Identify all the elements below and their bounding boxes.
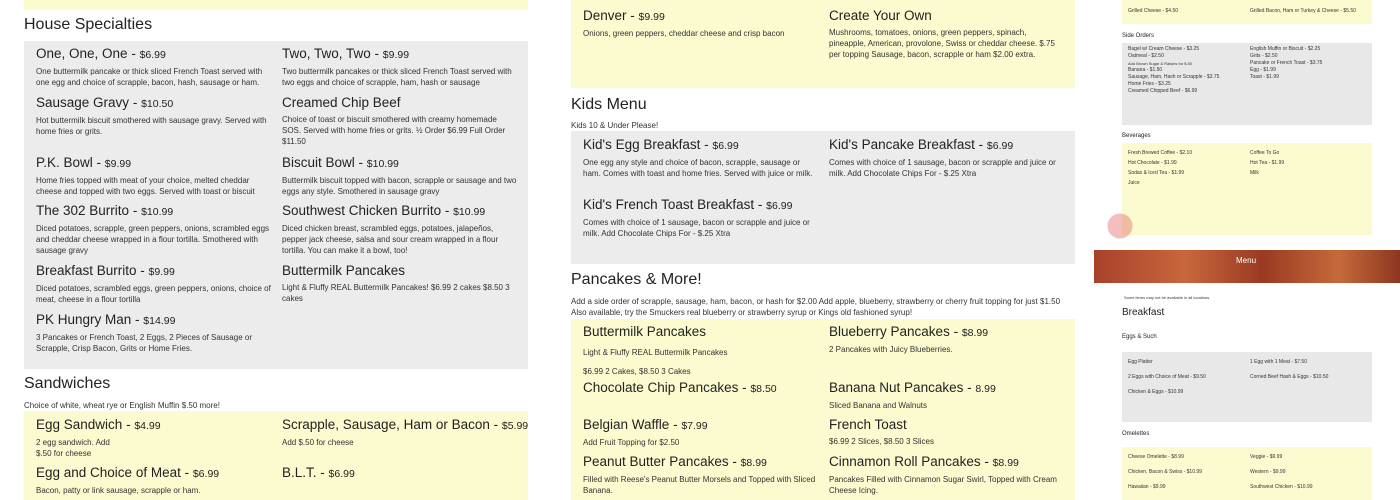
pancakes-note: Add a side order of scrapple, sausage, ham, bacon, or hash for $2.00 Add apple, blueberry, strawberry or cherry fruit topping for just $1.50 Also available, try the Smuckers real blueberry or strawberry syrup or Kings old fashioned syrup!: [571, 297, 1061, 317]
house-specialties-title: House Specialties: [24, 16, 153, 33]
menu-item: Buttermilk Pancakes Light & Fluffy REAL Buttermilk Pancakes! $6.99 2 cakes $8.50 3 cakes: [282, 263, 510, 303]
menu-item: Biscuit Bowl - $10.99 Buttermilk biscuit topped with bacon, scrapple or sausage and two eggs any style. Smothered in sausage gravy: [282, 155, 517, 196]
menu-item: Banana Nut Pancakes - 8.99 Sliced Banana and Walnuts: [829, 380, 996, 410]
menu-item: French Toast $6.99 2 Slices, $8.50 3 Slices: [829, 417, 934, 446]
mini-section-title: Beverages: [1122, 133, 1151, 139]
mini-list: Veggie - $9.99 Western - $9.99 Southwest Chicken - $10.99: [1250, 454, 1313, 490]
mini-section-title: Breakfast: [1122, 307, 1165, 318]
menu-item: Kid's Egg Breakfast - $6.99 One egg any style and choice of bacon, scrapple, sausage or ham. Comes with toast and home fries. Served with juice or milk.: [583, 137, 813, 178]
menu-item: Egg and Choice of Meat - $6.99 Bacon, patty or link sausage, scrapple or ham.: [36, 465, 220, 495]
menu-item: Sausage Gravy - $10.50 Hot buttermilk biscuit smothered with sausage gravy. Served with home fries or grits.: [36, 95, 267, 136]
menu-item: Denver - $9.99 Onions, green peppers, cheddar cheese and crisp bacon: [583, 8, 785, 38]
menu-item: B.L.T. - $6.99: [282, 465, 355, 480]
mini-list: 1 Egg with 1 Meat - $7.50 Corned Beef Hash & Eggs - $10.50: [1250, 359, 1329, 380]
menu-item: PK Hungry Man - $14.99 3 Pancakes or French Toast, 2 Eggs, 2 Pieces of Sausage or Scrapple, Crisp Bacon, Grits or Home Fries.: [36, 312, 252, 353]
mini-list: Coffee To Go Hot Tea - $1.99 Milk: [1250, 150, 1285, 176]
kids-note: Kids 10 & Under Please!: [571, 121, 659, 130]
menu-item: Create Your Own Mushrooms, tomatoes, onions, green peppers, spinach, pineapple, American, provolone, Swiss or cheddar cheese. $.75 per topping Sausage, bacon, scrapple or ham $2.00 extra.: [829, 8, 1055, 59]
menu-item: Cinnamon Roll Pancakes - $8.99 Pancakes Filled with Cinnamon Sugar Swirl, Topped with Cream Cheese Icing.: [829, 454, 1057, 495]
mini-list: Bagel w/ Cream Cheese - $3.25 Oatmeal - $2.50 Add Brown Sugar & Raisins for $.50 Banana - $1.50 Sausage, Ham, Hash or Scrapple - $3.75 Home Fries - $3.25 Creamed Chipped Beef - $6.99: [1128, 46, 1220, 94]
menu-item: Buttermilk Pancakes Light & Fluffy REAL Buttermilk Pancakes $6.99 2 Cakes, $8.50 3 Cakes: [583, 324, 728, 376]
left-column: [0, 0, 540, 500]
pizza-banner-image: [1094, 250, 1400, 283]
mini-section-title: Side Orders: [1122, 33, 1155, 39]
top-strip: [24, 0, 528, 10]
mini-list: English Muffin or Biscuit - $2.25 Grits - $2.50 Pancake or French Toast - $3.75 Egg - $1.99 Toast - $1.99: [1250, 46, 1323, 80]
menu-item: Breakfast Burrito - $9.99 Diced potatoes, scrambled eggs, green peppers, onions, choice of meat, cheese in a flour tortilla: [36, 263, 271, 304]
menu-item: Chocolate Chip Pancakes - $8.50: [583, 380, 777, 395]
menu-item: Two, Two, Two - $9.99 Two buttermilk pancakes or thick sliced French Toast served with two eggs and choice of scrapple, ham, hash or sausage: [282, 46, 512, 87]
middle-column: [560, 0, 1080, 500]
menu-item: One, One, One - $6.99 One buttermilk pancake or thick sliced French Toast served with one egg and choice of scrapple, bacon, hash, sausage or ham.: [36, 46, 263, 87]
kids-menu-title: Kids Menu: [571, 96, 647, 113]
menu-thumbnail-column: [1094, 0, 1400, 500]
mini-list: Egg Platter 2 Eggs with Choice of Meat - $9.50 Chicken & Eggs - $10.99: [1128, 359, 1206, 395]
menu-item: Kid's French Toast Breakfast - $6.99 Comes with choice of 1 sausage, bacon or scrapple and juice or milk. Add Chocolate Chips For - $.25 Xtra: [583, 197, 810, 238]
sandwiches-title: Sandwiches: [24, 375, 111, 392]
menu-item: Belgian Waffle - $7.99 Add Fruit Topping for $2.50: [583, 417, 708, 447]
mini-section-title: Omelettes: [1122, 431, 1150, 437]
mini-text: Some items may not be available in all locations.: [1124, 295, 1211, 300]
menu-item: The 302 Burrito - $10.99 Diced potatoes, scrapple, green peppers, onions, scrambled eggs and cheddar cheese wrapped in a flour tortilla. Smothered with sausage gravy: [36, 203, 270, 255]
menu-item: Scrapple, Sausage, Ham or Bacon - $5.99 Add $.50 for cheese: [282, 417, 529, 447]
sandwiches-note: Choice of white, wheat rye or English Muffin $.50 more!: [24, 401, 220, 410]
mini-section-title: Eggs & Such: [1122, 334, 1157, 340]
menu-item: Kid's Pancake Breakfast - $6.99 Comes with choice of 1 sausage, bacon or scrapple and juice or milk. Add Chocolate Chips For - $.25 Xtra: [829, 137, 1056, 178]
logo-watermark-icon: [1096, 208, 1156, 244]
menu-item: P.K. Bowl - $9.99 Home fries topped with meat of your choice, melted cheddar cheese and topped with two eggs. Served with toast or biscuit: [36, 155, 255, 196]
menu-item: Peanut Butter Pancakes - $8.99 Filled with Reese's Peanut Butter Morsels and Topped with Sliced Banana.: [583, 454, 816, 495]
menu-item: Southwest Chicken Burrito - $10.99 Diced chicken breast, scrambled eggs, potatoes, jalapeños, pepper jack cheese, salsa and sour cream wrapped in a flour tortilla. You can make it a bowl, too!: [282, 203, 499, 255]
menu-item: Egg Sandwich - $4.99 2 egg sandwich. Add $.50 for cheese: [36, 417, 161, 458]
menu-item: Creamed Chip Beef Choice of toast or biscuit smothered with creamy homemade SOS. Served with home fries or grits. ½ Order $6.99 Full Order $11.50: [282, 95, 506, 146]
mini-list: Fresh Brewed Coffee - $2.10 Hot Chocolate - $1.99 Sodas & Iced Tea - $1.99 Juice: [1128, 150, 1193, 186]
mini-list: Cheese Omelette - $8.99 Chicken, Bacon & Swiss - $10.99 Hawaiian - $9.99: [1128, 454, 1202, 490]
mini-text: Grilled Bacon, Ham or Turkey & Cheese - $5.50: [1250, 8, 1356, 14]
menu-item: Blueberry Pancakes - $8.99 2 Pancakes with Juicy Blueberries.: [829, 324, 989, 354]
mini-text: Grilled Cheese - $4.50: [1128, 8, 1179, 14]
menu-banner-label: Menu: [1236, 256, 1257, 265]
pancakes-title: Pancakes & More!: [571, 271, 702, 288]
